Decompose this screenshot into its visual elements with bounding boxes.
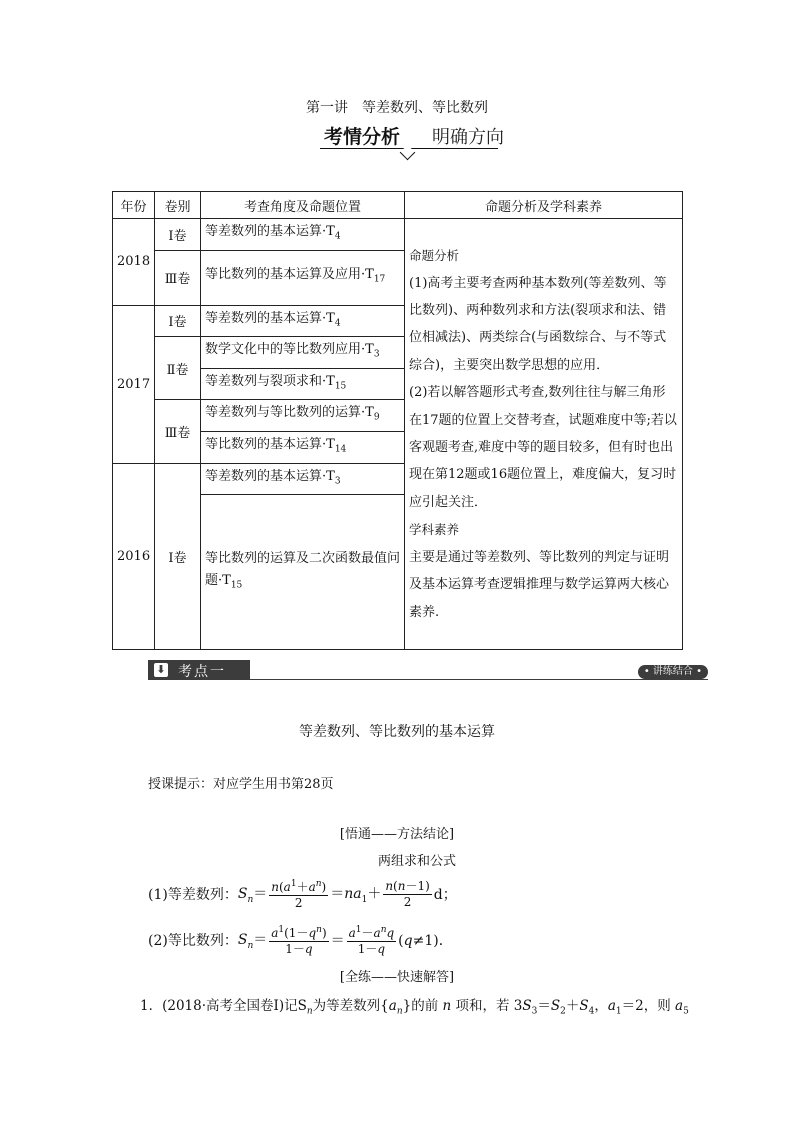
angle-cell: 等比数列的基本运算及应用$\cdot T_{17}$ bbox=[201, 250, 405, 305]
year-cell: 2018 bbox=[113, 219, 155, 306]
angle-cell: 等差数列与等比数列的运算$\cdot T_9$ bbox=[201, 400, 405, 432]
angle-cell: 等差数列的基本运算$\cdot T_4$ bbox=[201, 219, 405, 251]
angle-cell: 等差数列与裂项求和$\cdot T_{15}$ bbox=[201, 368, 405, 400]
lesson-hint: 授课提示：对应学生用书第28页 bbox=[148, 777, 334, 792]
header-angle: 考查角度及命题位置 bbox=[201, 192, 405, 219]
formula-arithmetic: (1)等差数列： $S_n=$ $\frac{n(a^1+a^n)}{2}$ $=na_1+$ $\frac{n(n-1)}{2}$ d； bbox=[148, 878, 457, 910]
kaodian-rule bbox=[250, 679, 708, 680]
exam-analysis-table bbox=[112, 191, 683, 650]
lecture-title: 第一讲 等差数列、等比数列 bbox=[306, 100, 488, 116]
formula-title: 两组求和公式 bbox=[377, 854, 456, 869]
volume-cell: Ⅲ卷 bbox=[155, 250, 201, 305]
method-title: [悟通——方法结论] bbox=[339, 827, 455, 842]
year-cell: 2017 bbox=[113, 305, 155, 463]
kaodian-label: 考点一 bbox=[178, 664, 226, 680]
angle-cell: 等差数列的基本运算$\cdot T_3$ bbox=[201, 463, 405, 495]
analysis-heading: 命题分析 bbox=[409, 248, 460, 264]
literacy-text: 主要是通过等差数列、等比数列的判定与证明及基本运算考查逻辑推理与数学运算两大核心素养. bbox=[409, 549, 670, 620]
section-title: 等差数列、等比数列的基本运算 bbox=[299, 724, 495, 740]
volume-cell: Ⅰ卷 bbox=[155, 463, 201, 650]
angle-cell: 等比数列的运算及二次函数最值问题$\cdot T_{15}$ bbox=[201, 495, 405, 650]
angle-cell: 数学文化中的等比数列应用$\cdot T_3$ bbox=[201, 337, 405, 369]
year-cell: 2016 bbox=[113, 463, 155, 650]
table-row bbox=[113, 219, 683, 251]
kaodian-tag bbox=[148, 660, 250, 680]
formula-2-label: (2)等比数列： bbox=[148, 933, 238, 949]
kaodian-bar bbox=[148, 660, 708, 680]
volume-cell: Ⅰ卷 bbox=[155, 305, 201, 337]
section-banner bbox=[320, 120, 520, 160]
table-header-row bbox=[113, 192, 683, 219]
analysis-paragraph-2: (2)若以解答题形式考查,数列往往与解三角形在17题的位置上交替考查，试题难度中等;若以客观题考查,难度中等的题目较多，但有时也出现在第12题或16题位置上，难度偏大，复习时应引起关注． bbox=[409, 385, 677, 510]
kaodian-right-tag: • 讲练结合 • bbox=[638, 665, 708, 679]
angle-cell: 等差数列的基本运算$\cdot T_4$ bbox=[201, 305, 405, 337]
header-volume: 卷别 bbox=[155, 192, 201, 219]
banner-title-left: 考情分析 bbox=[324, 126, 401, 148]
volume-cell: Ⅲ卷 bbox=[155, 400, 201, 463]
arrow-down-icon: ⬇ bbox=[154, 663, 168, 677]
formula-geometric: (2)等比数列： $S_n=$ $\frac{a^1(1-q^n)}{1-q}$ ＝ $\frac{a^1-a^nq}{1-q}$ (q≠1)． bbox=[148, 925, 453, 956]
banner-title-right: 明确方向 bbox=[432, 127, 504, 148]
analysis-paragraph-1: (1)高考主要考查两种基本数列(等差数列、等比数列)、两种数列求和方法(裂项求和法、错位相减法)、两类综合(与函数综合、与不等式综合)，主要突出数学思想的应用． bbox=[409, 275, 667, 373]
problem-1: 1．(2018·高考全国卷Ⅰ)记$S_n$为等差数列$\{a_n\}$的前 n 项和，若 $3S_3=S_2+S_4$，$a_1=2$，则 $a_5$ bbox=[140, 998, 689, 1017]
angle-cell: 等比数列的基本运算$\cdot T_{14}$ bbox=[201, 431, 405, 463]
analysis-cell bbox=[405, 219, 683, 650]
practice-title: [全练——快速解答] bbox=[339, 970, 455, 985]
header-year: 年份 bbox=[113, 192, 155, 219]
volume-cell: Ⅱ卷 bbox=[155, 337, 201, 400]
header-analysis: 命题分析及学科素养 bbox=[405, 192, 683, 219]
volume-cell: Ⅰ卷 bbox=[155, 219, 201, 251]
literacy-heading: 学科素养 bbox=[409, 522, 460, 538]
formula-1-label: (1)等差数列： bbox=[148, 887, 238, 903]
